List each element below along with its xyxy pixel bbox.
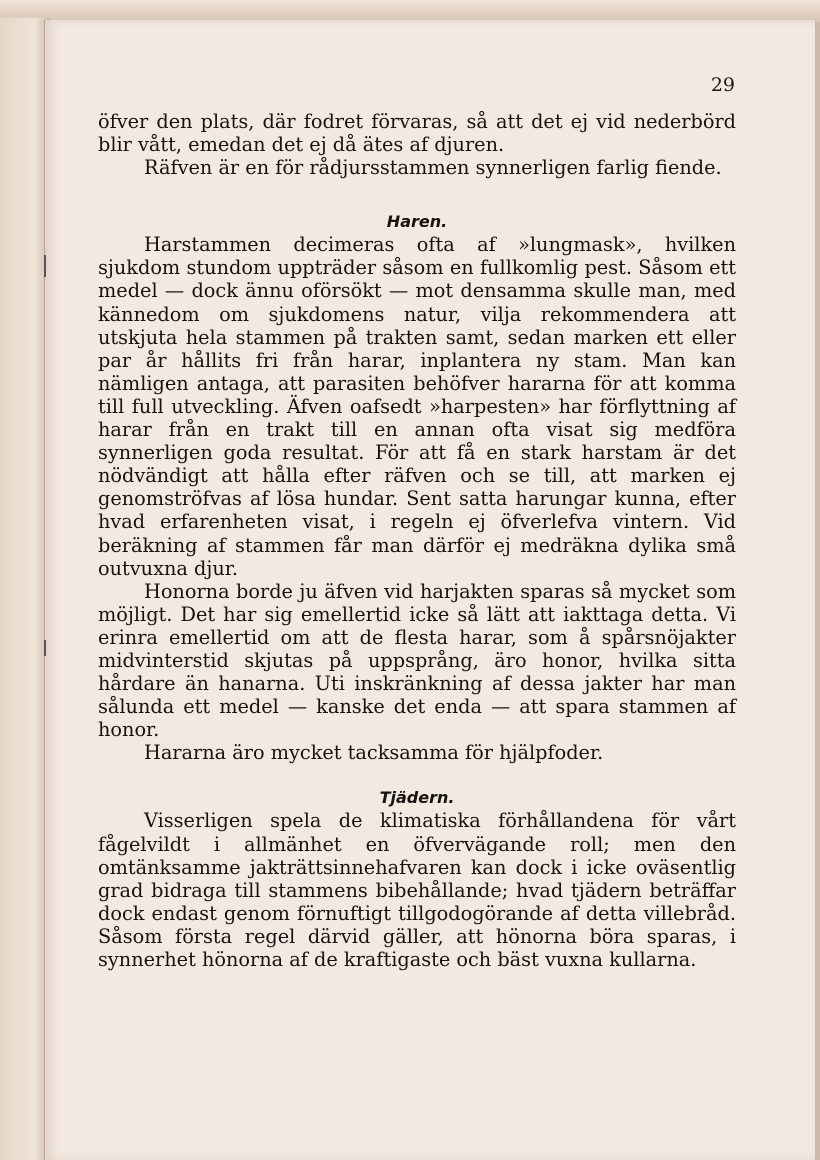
- background-edge: [0, 0, 820, 22]
- haren-paragraph-1: Harstammen decimeras ofta af »lungmask», hvilken sjukdom stundom uppträder såsom en fullkomlig pest. Såsom ett medel — dock ännu oförsökt — mot densamma skulle man, med kännedom om sjukdomens natur, vilja rekommendera att utskjuta hela stammen på trakten samt, sedan marken ett eller par år hållits fri från harar, inplantera ny stam. Man kan nämligen antaga, att parasiten behöfver hararna för att komma till full utveckling. Äfven oafsedt »harpesten» har förflyttning af harar från en trakt till en annan ofta visat sig medföra synnerligen goda resultat. För att få en stark harstam är det nödvändigt att hålla efter räfven och se till, att marken ej genomströfvas af lösa hundar. Sent satta harungar kunna, efter hvad erfarenheten visat, i regeln ej öfverlefva vintern. Vid beräkning af stammen får man därför ej medräkna dylika små outvuxna djur.: [98, 233, 736, 580]
- section-heading-tjadern: Tjädern.: [379, 788, 455, 808]
- tjadern-paragraph-1: Visserligen spela de klimatiska förhållandena för vårt fågelvildt i allmänhet en öfvervägande roll; men den omtänksamme jakträttsinnehafvaren kan dock i icke oväsentlig grad bidraga till stammens bibehållande; hvad tjädern beträffar dock endast genom förnuftigt tillgodogörande af detta villebråd. Såsom första regel därvid gäller, att hönorna böra sparas, i synnerhet hönorna af de kraftigaste och bäst vuxna kullarna.: [98, 809, 736, 971]
- intro-paragraph-1: öfver den plats, där fodret förvaras, så att det ej vid nederbörd blir vått, emedan det ej då ätes af djuren.: [98, 110, 736, 157]
- page-number: 29: [710, 74, 735, 96]
- page-content: [98, 110, 736, 971]
- previous-page-edge: [0, 18, 50, 1160]
- haren-paragraph-3: Hararna äro mycket tacksamma för hjälpfoder.: [144, 741, 604, 765]
- margin-mark: [44, 255, 46, 277]
- intro-paragraph-2: Räfven är en för rådjursstammen synnerligen farlig fiende.: [144, 156, 722, 180]
- section-heading-haren: Haren.: [386, 212, 448, 232]
- margin-mark: [44, 640, 46, 656]
- haren-paragraph-2: Honorna borde ju äfven vid harjakten sparas så mycket som möjligt. Det har sig emellertid icke så lätt att iakttaga detta. Vi erinra emellertid om att de flesta harar, som å spårsnöjakter midvinterstid skjutas på uppsprång, äro honor, hvilka sitta hårdare än hanarna. Uti inskränkning af dessa jakter har man sålunda ett medel — kanske det enda — att spara stammen af honor.: [98, 579, 736, 742]
